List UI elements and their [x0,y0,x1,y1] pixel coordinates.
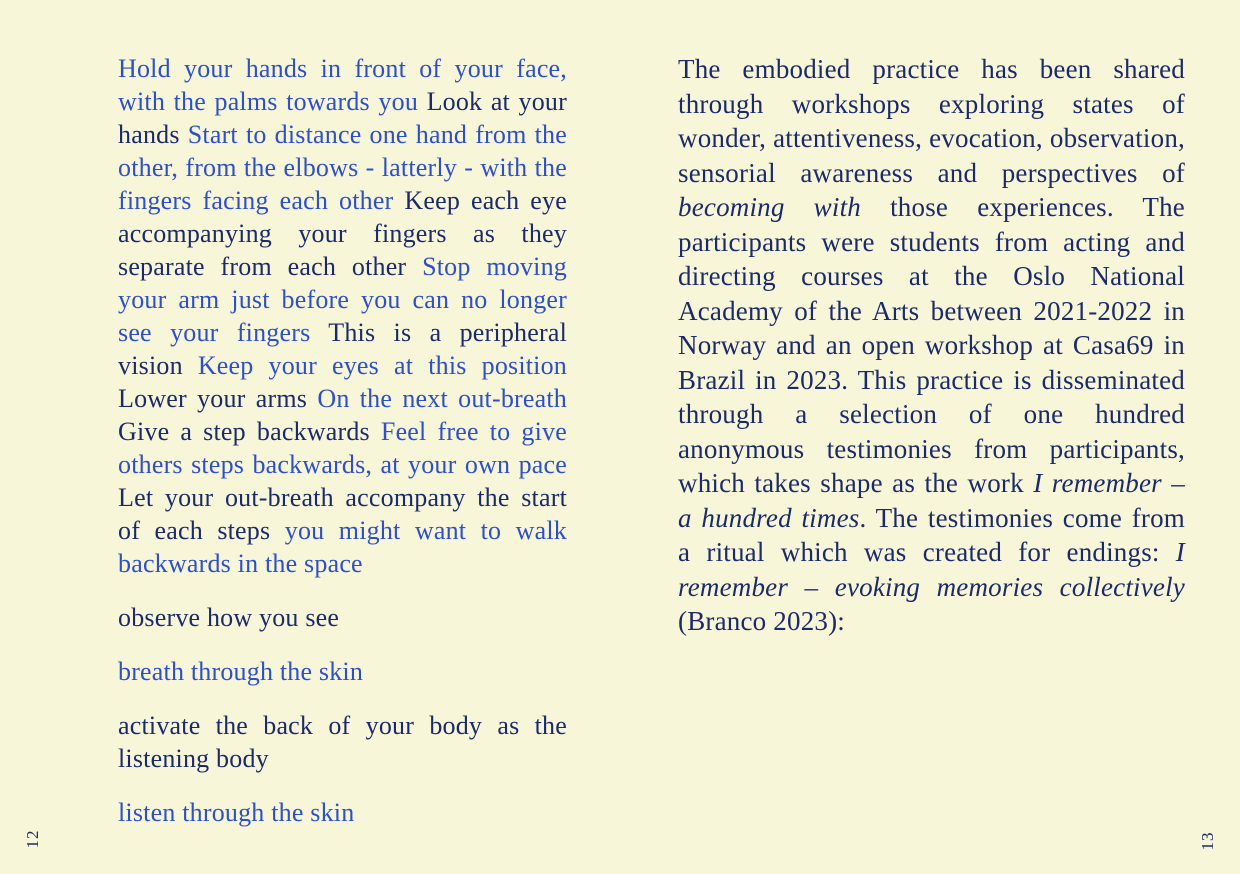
text-segment: I remember – a hundred times [678,468,1185,533]
instruction-paragraph [118,52,567,580]
stanza-breath [118,655,567,688]
text-segment: The embodied practice has been shared through workshops exploring states of wonder, attentiveness, evocation, observation, sensorial awareness and perspectives of [678,54,1185,188]
text-segment: Give a step backwards [118,417,381,446]
text-segment: Feel free to give others steps backwards, at your own pace [118,417,567,479]
stanza-activate [118,709,567,775]
text-segment: . The testimonies come from a ritual which was created for endings: [678,502,1185,567]
text-segment: Keep your eyes at this position [197,351,568,380]
text-segment: On the next out-breath [317,384,567,413]
page-right [620,0,1240,874]
text-segment: Let your out-breath accompany the start of each steps [118,483,567,545]
stanza-observe [118,601,567,634]
text-segment: Stop moving your arm just before you can no longer see your fingers [118,252,567,347]
text-segment: listen through the skin [118,798,355,827]
text-segment: those experiences. The participants were students from acting and directing courses at the Oslo National Academy of the Arts between 2021-2022 in Norway and an open workshop at Casa69 in Brazil in 2023. This practice is disseminated through a selection of one hundred anonymous testimonies from participants, which takes shape as the work [678,192,1185,498]
text-segment: becoming with [678,192,861,222]
text-segment: Lower your arms [118,384,318,413]
text-segment: you might want to walk backwards in the space [118,516,567,578]
body-paragraph [678,52,1185,639]
text-segment: Hold your hands in front of your face, with the palms towards you [118,54,567,116]
text-segment: (Branco 2023): [678,606,846,636]
right-text-block [678,52,1185,639]
text-segment: Look at your hands [118,87,567,149]
text-segment: Keep each eye accompanying your fingers as they separate from each other [118,186,567,281]
text-segment: Start to distance one hand from the other, from the elbows - latterly - with the fingers facing each other [118,120,567,215]
text-segment: activate the back of your body as the listening body [118,711,567,773]
page-number-left: 12 [23,829,42,849]
left-text-block [118,52,567,829]
text-segment: breath through the skin [118,657,364,686]
text-segment: This is a peripheral vision [118,318,567,380]
text-segment: observe how you see [118,603,340,632]
stanza-listen [118,796,567,829]
text-segment: I remember – evoking memories collectively [678,537,1185,602]
page-number-right: 13 [1198,831,1217,851]
